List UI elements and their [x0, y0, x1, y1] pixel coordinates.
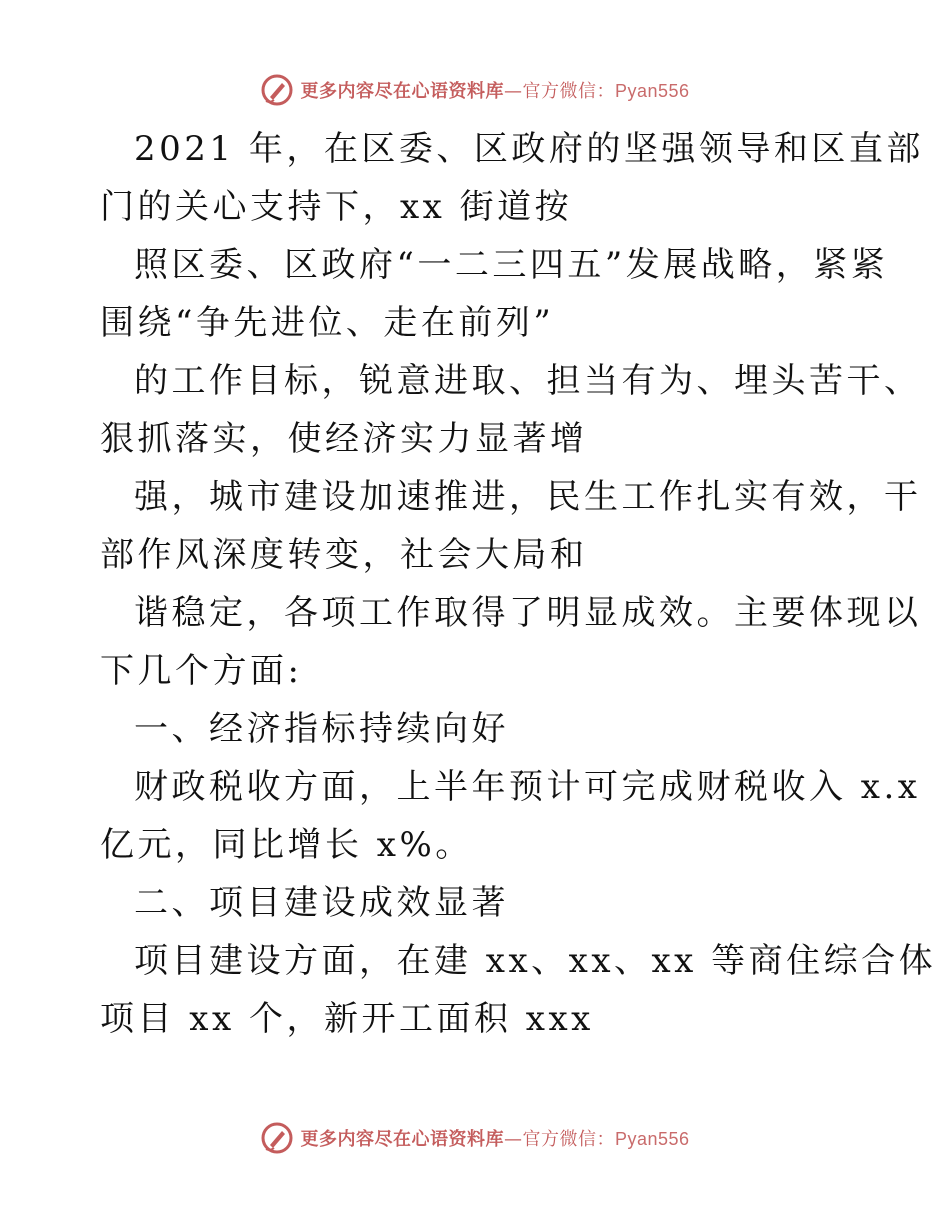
- watermark-official: 官方微信：: [522, 81, 615, 102]
- watermark-official: 官方微信：: [522, 1129, 615, 1150]
- section-heading: 二、项目建设成效显著: [134, 883, 509, 923]
- watermark-text: [300, 1125, 689, 1151]
- footer-watermark: [0, 1118, 950, 1158]
- watermark-text: [300, 77, 689, 103]
- document-body: [100, 120, 937, 1048]
- watermark-dash: —: [503, 81, 523, 102]
- watermark-id: Pyan556: [614, 1129, 690, 1149]
- watermark-main: 更多内容尽在心语资料库: [300, 1129, 504, 1150]
- watermark-id: Pyan556: [614, 81, 690, 101]
- text-line: 的工作目标，锐意进取、担当有为、埋头苦干、: [134, 361, 922, 401]
- pen-logo-icon: [260, 1121, 294, 1155]
- text-line: 项目建设方面，在建 xx、xx、xx 等商住综合体: [134, 941, 937, 981]
- text-line: 部作风深度转变，社会大局和: [100, 535, 588, 575]
- text-line: 谐稳定，各项工作取得了明显成效。主要体现以: [134, 593, 922, 633]
- text-line: 财政税收方面，上半年预计可完成财税收入 x.x: [134, 767, 921, 807]
- text-line: 2021 年，在区委、区政府的坚强领导和区直部: [134, 129, 924, 169]
- section-heading: 一、经济指标持续向好: [134, 709, 509, 749]
- pen-logo-icon: [260, 73, 294, 107]
- watermark-main: 更多内容尽在心语资料库: [300, 81, 504, 102]
- watermark-dash: —: [503, 1129, 523, 1150]
- text-line: 围绕“争先进位、走在前列”: [100, 303, 555, 343]
- text-line: 下几个方面:: [100, 651, 303, 691]
- text-line: 亿元，同比增长 x%。: [100, 825, 473, 865]
- text-line: 强，城市建设加速推进，民生工作扎实有效，干: [134, 477, 922, 517]
- text-line: 项目 xx 个，新开工面积 xxx: [100, 999, 594, 1039]
- text-line: 门的关心支持下，xx 街道按: [100, 187, 573, 227]
- text-line: 照区委、区政府“一二三四五”发展战略，紧紧: [134, 245, 889, 285]
- header-watermark: [0, 70, 950, 110]
- text-line: 狠抓落实，使经济实力显著增: [100, 419, 588, 459]
